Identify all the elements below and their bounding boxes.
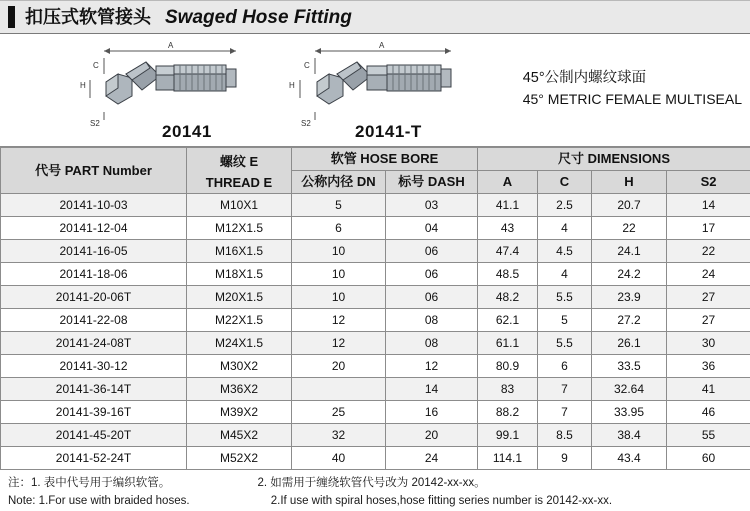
note-en-2: 2.If use with spiral hoses,hose fitting series number is 20142-xx-xx. xyxy=(271,493,612,511)
table-row xyxy=(1,263,750,286)
cell-dash: 08 xyxy=(386,309,478,332)
cell-dn xyxy=(292,378,386,401)
table-row xyxy=(1,447,750,470)
cell-part: 20141-22-08 xyxy=(1,309,187,332)
cell-a: 88.2 xyxy=(478,401,538,424)
table-row xyxy=(1,286,750,309)
cell-h: 24.2 xyxy=(592,263,667,286)
cell-c: 5 xyxy=(538,309,592,332)
cell-s2: 60 xyxy=(667,447,750,470)
cell-a: 48.2 xyxy=(478,286,538,309)
header-accent-bar xyxy=(8,6,15,28)
cell-s2: 14 xyxy=(667,194,750,217)
spec-note-cn: 45°公制内螺纹球面 xyxy=(523,68,742,89)
specification-table xyxy=(0,147,750,470)
cell-part: 20141-36-14T xyxy=(1,378,187,401)
cell-thread: M45X2 xyxy=(187,424,292,447)
cell-s2: 22 xyxy=(667,240,750,263)
fitting-drawing-left xyxy=(60,38,260,130)
cell-a: 43 xyxy=(478,217,538,240)
cell-part: 20141-30-12 xyxy=(1,355,187,378)
col-header-hose-bore: 软管 HOSE BORE xyxy=(292,148,478,171)
col-header-dimensions: 尺寸 DIMENSIONS xyxy=(478,148,750,171)
cell-a: 83 xyxy=(478,378,538,401)
cell-dash: 12 xyxy=(386,355,478,378)
cell-thread: M12X1.5 xyxy=(187,217,292,240)
col-header-h: H xyxy=(592,171,667,194)
cell-h: 24.1 xyxy=(592,240,667,263)
svg-text:A: A xyxy=(379,41,385,50)
cell-s2: 30 xyxy=(667,332,750,355)
cell-a: 114.1 xyxy=(478,447,538,470)
cell-dash: 06 xyxy=(386,263,478,286)
figure-area xyxy=(0,34,750,147)
cell-part: 20141-12-04 xyxy=(1,217,187,240)
cell-c: 5.5 xyxy=(538,286,592,309)
cell-h: 23.9 xyxy=(592,286,667,309)
svg-text:C: C xyxy=(304,61,310,70)
cell-thread: M36X2 xyxy=(187,378,292,401)
spec-note-en: 45° METRIC FEMALE MULTISEAL xyxy=(523,89,742,109)
col-header-dn: 公称内径 DN xyxy=(292,171,386,194)
table-row xyxy=(1,332,750,355)
cell-part: 20141-20-06T xyxy=(1,286,187,309)
table-row xyxy=(1,378,750,401)
cell-dn: 12 xyxy=(292,332,386,355)
cell-a: 41.1 xyxy=(478,194,538,217)
cell-h: 32.64 xyxy=(592,378,667,401)
page-title-cn: 扣压式软管接头 xyxy=(25,8,151,26)
cell-s2: 55 xyxy=(667,424,750,447)
cell-part: 20141-39-16T xyxy=(1,401,187,424)
cell-dn: 20 xyxy=(292,355,386,378)
svg-text:S2: S2 xyxy=(301,119,311,128)
cell-c: 7 xyxy=(538,378,592,401)
note-row-cn xyxy=(8,475,750,493)
cell-h: 22 xyxy=(592,217,667,240)
figure-caption-right: 20141-T xyxy=(355,122,422,142)
cell-thread: M10X1 xyxy=(187,194,292,217)
cell-s2: 17 xyxy=(667,217,750,240)
cell-thread: M18X1.5 xyxy=(187,263,292,286)
col-header-thread-cn: 螺纹 E xyxy=(187,151,291,172)
cell-thread: M39X2 xyxy=(187,401,292,424)
cell-part: 20141-24-08T xyxy=(1,332,187,355)
cell-a: 62.1 xyxy=(478,309,538,332)
note-cn-1: 注：1. 表中代号用于编织软管。 xyxy=(8,477,170,489)
cell-dn: 10 xyxy=(292,263,386,286)
col-header-s2: S2 xyxy=(667,171,750,194)
note-en-1: Note: 1.For use with braided hoses. xyxy=(8,495,190,507)
cell-dn: 12 xyxy=(292,309,386,332)
col-header-a: A xyxy=(478,171,538,194)
cell-dn: 5 xyxy=(292,194,386,217)
cell-dn: 32 xyxy=(292,424,386,447)
cell-s2: 41 xyxy=(667,378,750,401)
col-header-part-number: 代号 PART Number xyxy=(1,148,187,194)
note-cn-2: 2. 如需用于缠绕软管代号改为 20142-xx-xx。 xyxy=(258,475,486,493)
cell-a: 99.1 xyxy=(478,424,538,447)
cell-dn: 40 xyxy=(292,447,386,470)
table-row xyxy=(1,401,750,424)
cell-part: 20141-10-03 xyxy=(1,194,187,217)
cell-s2: 27 xyxy=(667,309,750,332)
cell-thread: M20X1.5 xyxy=(187,286,292,309)
cell-thread: M16X1.5 xyxy=(187,240,292,263)
cell-dash: 16 xyxy=(386,401,478,424)
cell-dash: 24 xyxy=(386,447,478,470)
fitting-drawing-right xyxy=(265,38,475,130)
svg-text:C: C xyxy=(93,61,99,70)
cell-a: 48.5 xyxy=(478,263,538,286)
cell-part: 20141-45-20T xyxy=(1,424,187,447)
page-title-en: Swaged Hose Fitting xyxy=(165,8,352,27)
table-row xyxy=(1,355,750,378)
col-header-dash: 标号 DASH xyxy=(386,171,478,194)
cell-dash: 03 xyxy=(386,194,478,217)
cell-thread: M24X1.5 xyxy=(187,332,292,355)
note-row-en xyxy=(8,493,750,511)
col-header-c: C xyxy=(538,171,592,194)
table-header-group-row xyxy=(1,148,750,171)
cell-part: 20141-16-05 xyxy=(1,240,187,263)
cell-s2: 24 xyxy=(667,263,750,286)
cell-dn: 10 xyxy=(292,240,386,263)
svg-text:H: H xyxy=(80,81,86,90)
cell-h: 27.2 xyxy=(592,309,667,332)
cell-h: 33.95 xyxy=(592,401,667,424)
cell-h: 26.1 xyxy=(592,332,667,355)
footer-notes xyxy=(0,470,750,511)
cell-c: 8.5 xyxy=(538,424,592,447)
table-row xyxy=(1,240,750,263)
cell-h: 33.5 xyxy=(592,355,667,378)
col-header-thread-en: THREAD E xyxy=(187,172,291,193)
table-row xyxy=(1,217,750,240)
cell-s2: 46 xyxy=(667,401,750,424)
col-header-thread xyxy=(187,148,292,194)
cell-h: 38.4 xyxy=(592,424,667,447)
figure-caption-left: 20141 xyxy=(162,122,212,142)
cell-thread: M22X1.5 xyxy=(187,309,292,332)
svg-text:H: H xyxy=(289,81,295,90)
cell-a: 61.1 xyxy=(478,332,538,355)
cell-c: 4 xyxy=(538,217,592,240)
table-row xyxy=(1,424,750,447)
cell-dash: 08 xyxy=(386,332,478,355)
cell-part: 20141-18-06 xyxy=(1,263,187,286)
cell-thread: M52X2 xyxy=(187,447,292,470)
cell-a: 47.4 xyxy=(478,240,538,263)
cell-dn: 6 xyxy=(292,217,386,240)
cell-c: 6 xyxy=(538,355,592,378)
cell-dash: 20 xyxy=(386,424,478,447)
table-body xyxy=(1,194,750,470)
cell-dn: 10 xyxy=(292,286,386,309)
table-row xyxy=(1,194,750,217)
cell-c: 7 xyxy=(538,401,592,424)
cell-thread: M30X2 xyxy=(187,355,292,378)
cell-c: 4.5 xyxy=(538,240,592,263)
svg-text:A: A xyxy=(168,41,174,50)
page-header xyxy=(0,0,750,34)
cell-dash: 04 xyxy=(386,217,478,240)
table-row xyxy=(1,309,750,332)
cell-c: 9 xyxy=(538,447,592,470)
cell-h: 43.4 xyxy=(592,447,667,470)
cell-part: 20141-52-24T xyxy=(1,447,187,470)
cell-a: 80.9 xyxy=(478,355,538,378)
cell-c: 5.5 xyxy=(538,332,592,355)
cell-c: 4 xyxy=(538,263,592,286)
cell-dash: 14 xyxy=(386,378,478,401)
cell-s2: 36 xyxy=(667,355,750,378)
svg-text:S2: S2 xyxy=(90,119,100,128)
cell-c: 2.5 xyxy=(538,194,592,217)
cell-dash: 06 xyxy=(386,240,478,263)
cell-h: 20.7 xyxy=(592,194,667,217)
cell-dn: 25 xyxy=(292,401,386,424)
cell-s2: 27 xyxy=(667,286,750,309)
cell-dash: 06 xyxy=(386,286,478,309)
spec-note xyxy=(523,68,742,109)
